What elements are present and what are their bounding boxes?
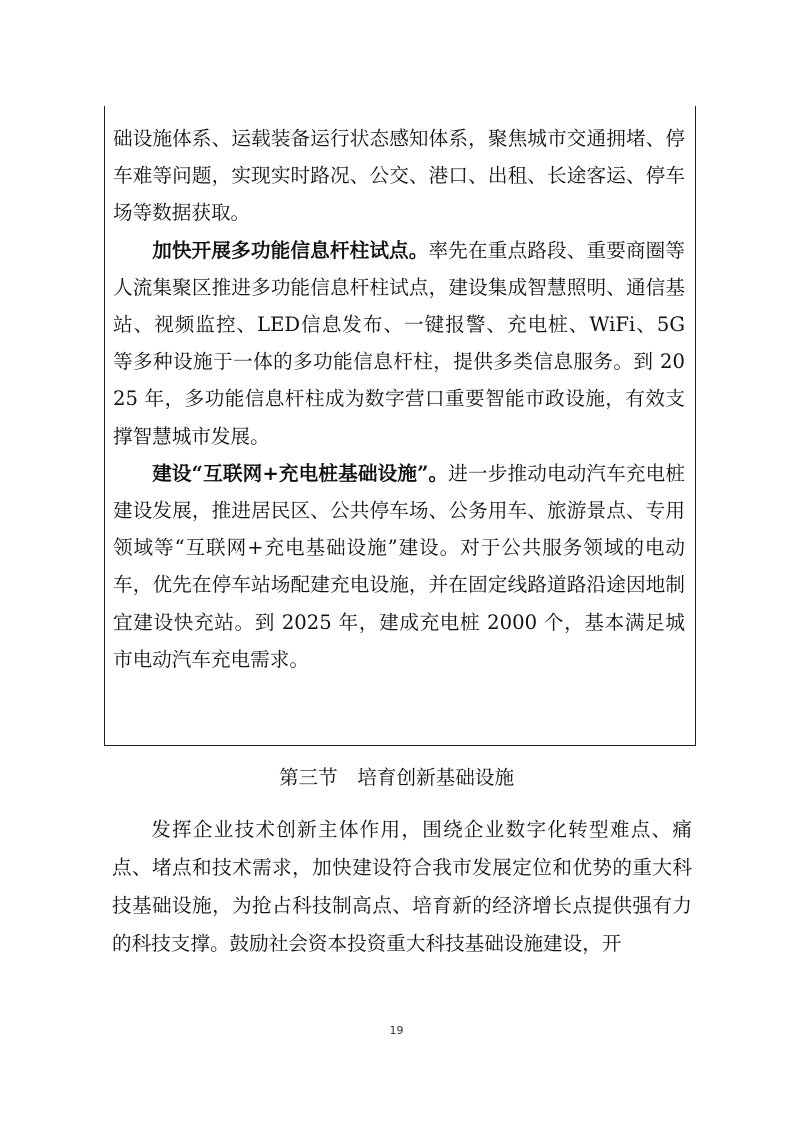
box-paragraph-2-heading: 加快开展多功能信息杆柱试点。: [152, 238, 429, 262]
boxed-text-panel: [104, 106, 696, 746]
box-paragraph-1: 础设施体系、运载装备运行状态感知体系，聚焦城市交通拥堵、停车难等问题，实现实时路况、公交、港口、出租、长途客运、停车场等数据获取。: [113, 127, 685, 225]
body-paragraph-1: 发挥企业技术创新主体作用，围绕企业数字化转型难点、痛点、堵点和技术需求，加快建设符合我市发展定位和优势的重大科技基础设施，为抢占科技制高点、培育新的经济增长点提供强有力的科技支撑。鼓励社会资本投资重大科技基础设施建设，开: [112, 818, 692, 955]
box-paragraph-2: [113, 232, 685, 455]
box-paragraph-2-body: 率先在重点路段、重要商圈等人流集聚区推进多功能信息杆柱试点，建设集成智慧照明、通信基站、视频监控、LED信息发布、一键报警、充电桩、WiFi、5G 等多种设施于一体的多功能信息杆柱，提供多类信息服务。到 2025 年，多功能信息杆柱成为数字营口重要智能市政设施，有效支撑智慧城市发展。: [113, 238, 686, 448]
page-number: 19: [389, 1024, 404, 1037]
box-paragraph-3-heading: 建设“互联网+充电桩基础设施”。: [152, 461, 449, 485]
section-title: 第三节 培育创新基础设施: [278, 766, 515, 789]
box-paragraph-3: [113, 455, 685, 678]
box-paragraph-3-body: 进一步推动电动汽车充电桩建设发展，推进居民区、公共停车场、公务用车、旅游景点、专用领域等“互联网+充电基础设施”建设。对于公共服务领域的电动车，优先在停车站场配建充电设施，并在固定线路道路沿途因地制宜建设快充站。到 2025 年，建成充电桩 2000 个，基本满足城市电动汽车充电需求。: [113, 461, 685, 671]
body-text: [112, 811, 692, 963]
